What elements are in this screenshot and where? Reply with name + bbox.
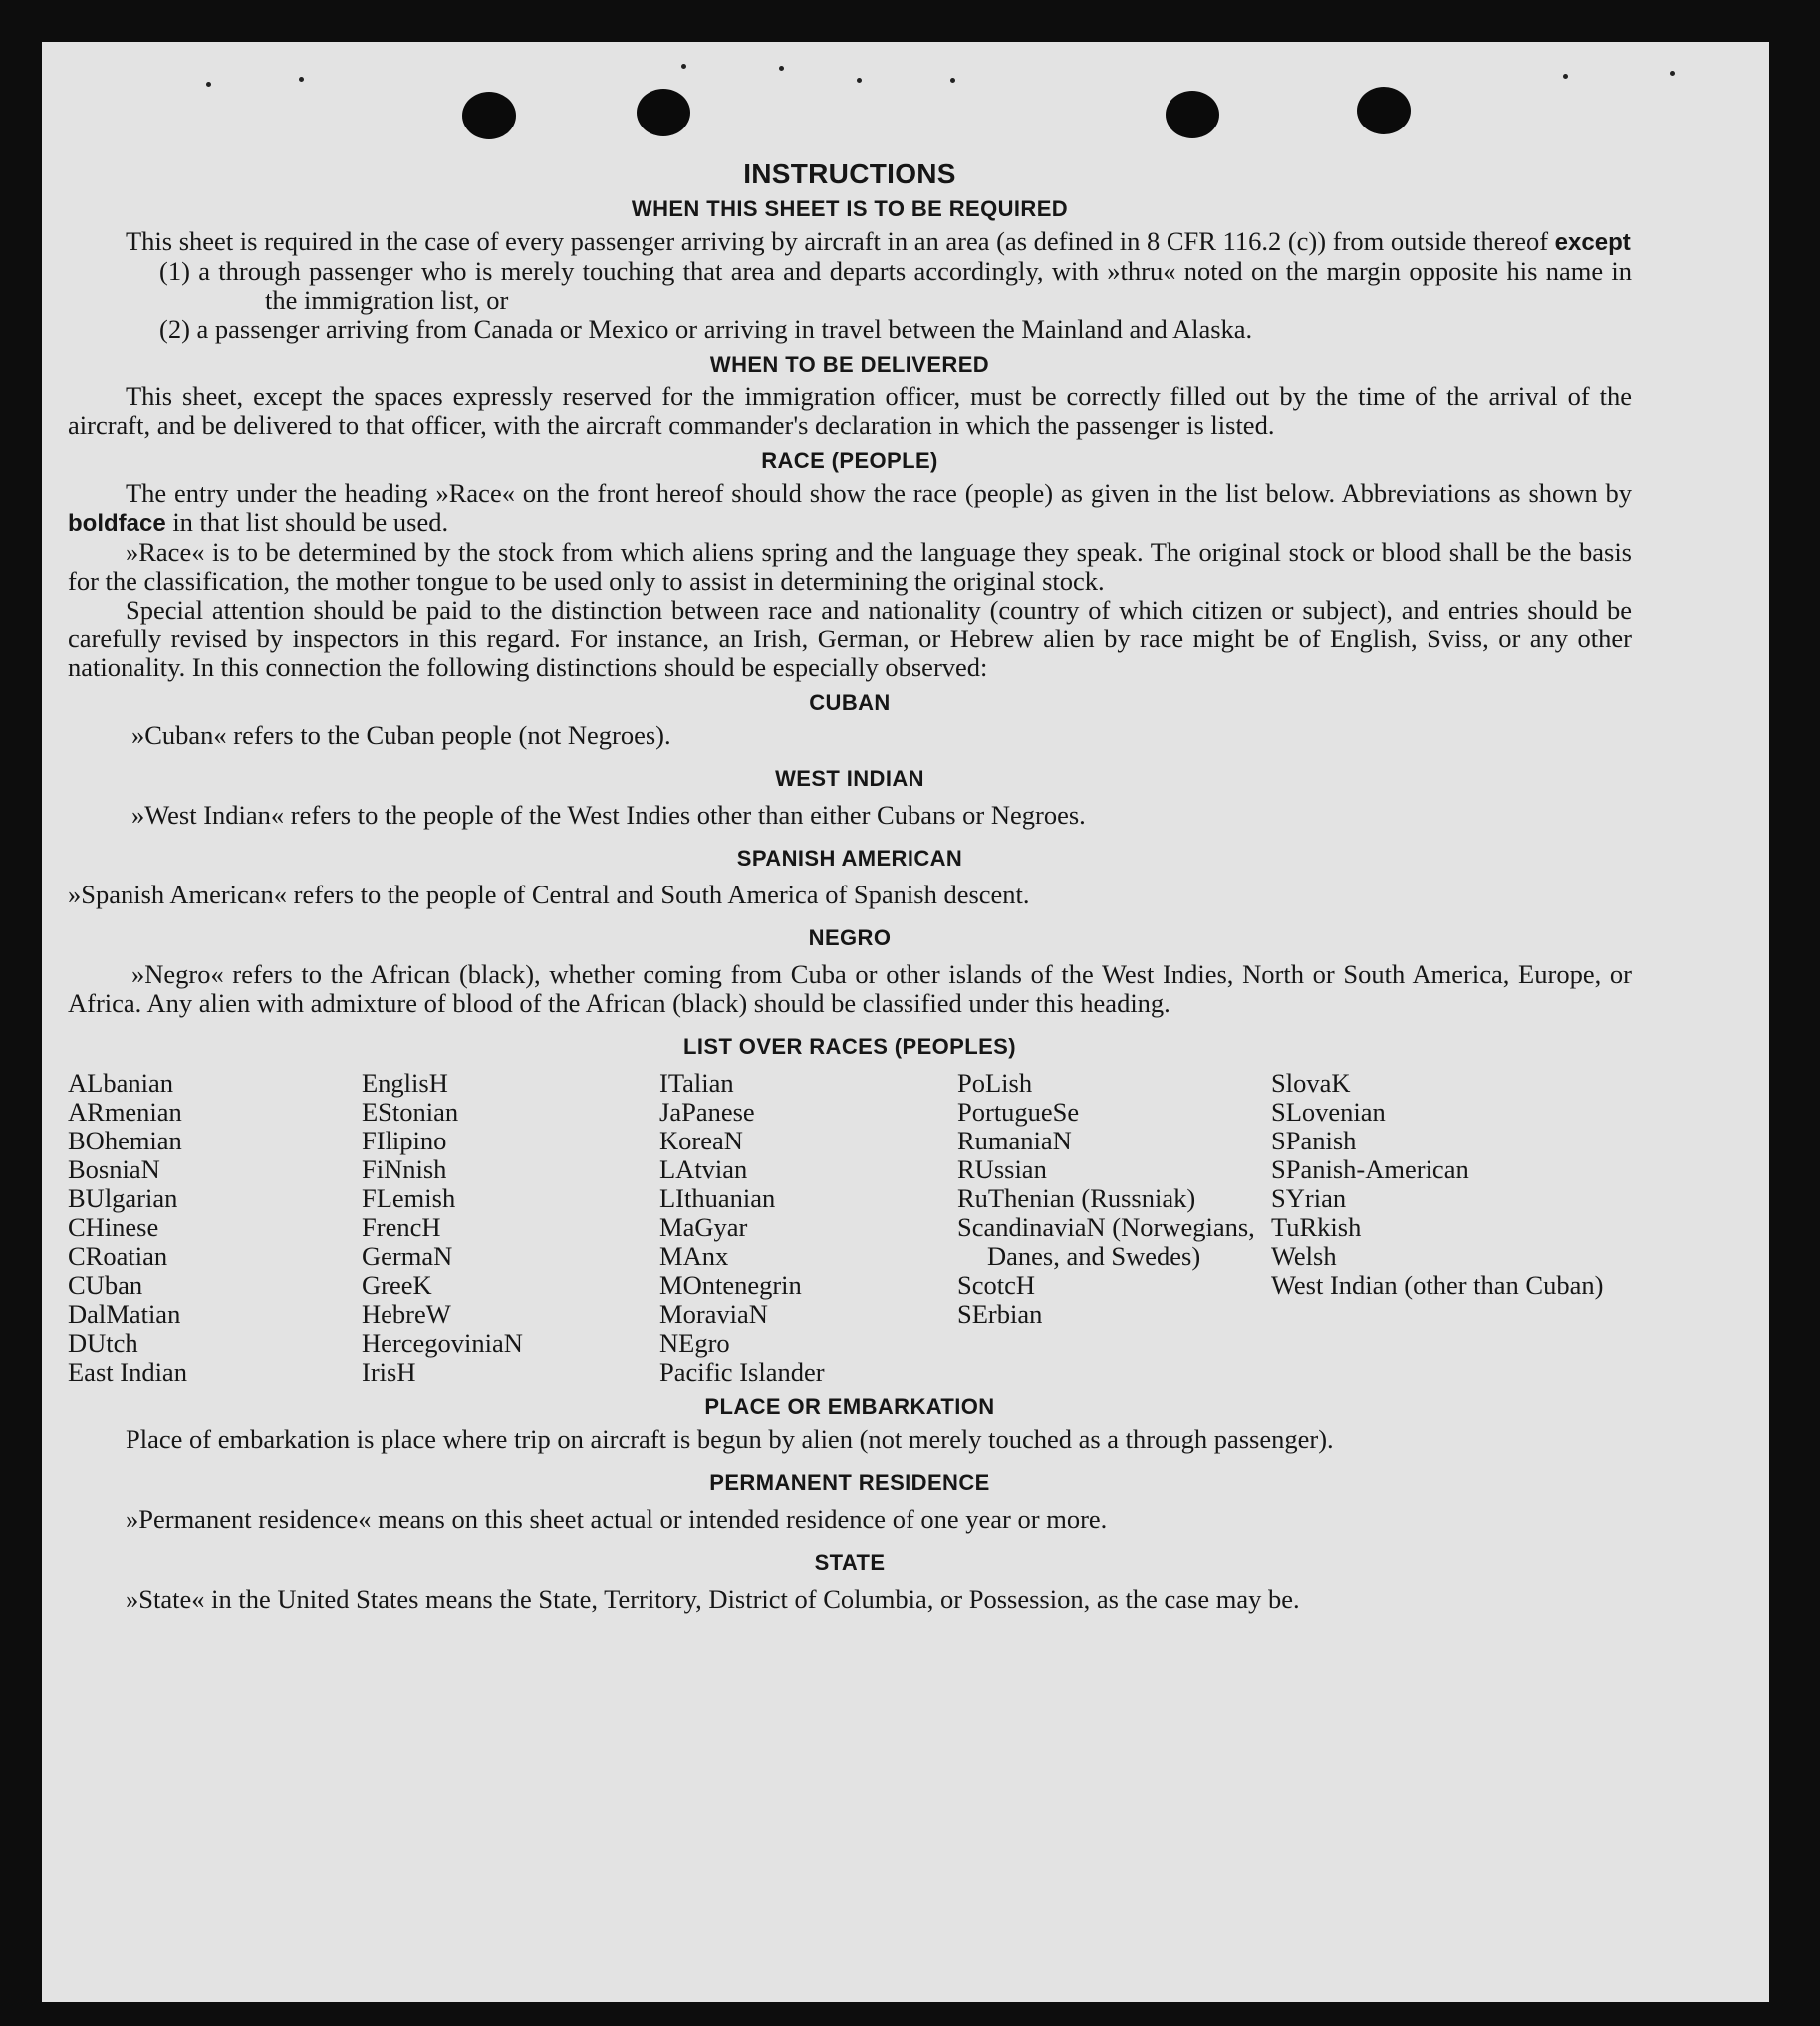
residence-text: »Permanent residence« means on this sheet actual or intended residence of one year or more.: [126, 1504, 1108, 1534]
speck: [681, 64, 686, 69]
negro-text: »Negro« refers to the African (black), whether coming from Cuba or other islands of the West Indies, North or South America, Europe, or Africa. Any alien with admixture of blood of the African (black) should be classified under this heading.: [68, 959, 1632, 1018]
required-item-2: (2) a passenger arriving from Canada or Mexico or arriving in travel between the Mainland and Alaska.: [159, 314, 1253, 344]
race-list-item: SErbian: [957, 1299, 1043, 1329]
speck: [1670, 71, 1675, 76]
race-list-item: MoraviaN: [659, 1299, 768, 1329]
heading-delivered: WHEN TO BE DELIVERED: [709, 352, 990, 377]
race-list-item: CHinese: [68, 1212, 159, 1242]
race-list-item: Pacific Islander: [659, 1357, 825, 1387]
race-list-item: MAnx: [659, 1241, 729, 1271]
punch-hole: [637, 89, 690, 136]
speck: [206, 82, 211, 87]
delivered-text: This sheet, except the spaces expressly reserved for the immigration officer, must be correctly filled out by the time of the arrival of the aircraft, and be delivered to that officer, with the aircraft commander's declaration in which the passenger is listed.: [68, 381, 1632, 440]
west-indian-text: »West Indian« refers to the people of the West Indies other than either Cubans or Negroes.: [131, 800, 1086, 830]
race-list-item: BOhemian: [68, 1126, 182, 1155]
heading-state: STATE: [814, 1550, 886, 1575]
heading-race: RACE (PEOPLE): [761, 448, 938, 473]
race-list-item: EnglisH: [362, 1068, 448, 1098]
race-list-item: FLemish: [362, 1183, 456, 1213]
race-list-item: PoLish: [957, 1068, 1033, 1098]
speck: [779, 66, 784, 71]
race-list-item: BosniaN: [68, 1154, 160, 1184]
embarkation-text: Place of embarkation is place where trip on aircraft is begun by alien (not merely touched as a through passenger).: [126, 1424, 1334, 1454]
race-list-item: SPanish: [1271, 1126, 1357, 1155]
race-list-item: IrisH: [362, 1357, 416, 1387]
race-list: [68, 1069, 1632, 1387]
race-list-item: East Indian: [68, 1357, 187, 1387]
race-list-item: RumaniaN: [957, 1126, 1072, 1155]
race-column-2: [362, 1069, 659, 1387]
race-paragraph-3: Special attention should be paid to the distinction between race and nationality (country of which citizen or subject), and entries should be carefully revised by inspectors in this regard. For instance, an Irish, German, or Hebrew alien by race might be of English, Sviss, or any other nationality. In this connection the following distinctions should be especially observed:: [68, 595, 1632, 682]
race-list-item: HebreW: [362, 1299, 451, 1329]
heading-cuban: CUBAN: [809, 690, 891, 715]
required-intro: This sheet is required in the case of every passenger arriving by aircraft in an area (as defined in 8 CFR 116.2 (c)) from outside thereof except: [126, 226, 1631, 256]
race-list-item: GreeK: [362, 1270, 432, 1300]
heading-race-list: LIST OVER RACES (PEOPLES): [683, 1034, 1016, 1059]
speck: [1563, 74, 1568, 79]
heading-negro: NEGRO: [808, 925, 892, 950]
race-column-4: [957, 1069, 1271, 1387]
race-column-1: [68, 1069, 362, 1387]
race-list-item: SLovenian: [1271, 1097, 1386, 1127]
race-list-item: JaPanese: [659, 1097, 755, 1127]
race-list-item: SPanish-American: [1271, 1154, 1469, 1184]
race-list-item: LAtvian: [659, 1154, 748, 1184]
race-list-item: DUtch: [68, 1328, 138, 1358]
race-column-3: [659, 1069, 957, 1387]
race-column-5: [1271, 1069, 1610, 1387]
race-list-item: DalMatian: [68, 1299, 181, 1329]
race-list-item: MOntenegrin: [659, 1270, 802, 1300]
race-list-item: PortugueSe: [957, 1097, 1080, 1127]
race-list-item: ScandinaviaN (Norwegians, Danes, and Swedes): [957, 1212, 1255, 1271]
race-list-item: ARmenian: [68, 1097, 182, 1127]
race-list-item: RuThenian (Russniak): [957, 1183, 1196, 1213]
race-list-item: FiNnish: [362, 1154, 447, 1184]
speck: [299, 77, 304, 82]
race-list-item: TuRkish: [1271, 1212, 1362, 1242]
race-list-item: RUssian: [957, 1154, 1047, 1184]
race-list-item: West Indian (other than Cuban): [1271, 1270, 1604, 1300]
speck: [857, 78, 862, 83]
race-paragraph-2: »Race« is to be determined by the stock from which aliens spring and the language they speak. The original stock or blood shall be the basis for the classification, the mother tongue to be used only to assist in determining the original stock.: [68, 537, 1632, 596]
race-list-item: HercegoviniaN: [362, 1328, 523, 1358]
heading-west-indian: WEST INDIAN: [775, 766, 924, 791]
page-title: INSTRUCTIONS: [743, 158, 956, 189]
race-list-item: NEgro: [659, 1328, 730, 1358]
race-paragraph-1: The entry under the heading »Race« on the front hereof should show the race (people) as given in the list below. Abbreviations as shown by boldface in that list should be used.: [68, 478, 1632, 537]
document-page: [42, 42, 1769, 2002]
race-list-item: KoreaN: [659, 1126, 743, 1155]
race-list-item: LIthuanian: [659, 1183, 776, 1213]
race-list-item: MaGyar: [659, 1212, 748, 1242]
race-list-item: Welsh: [1271, 1241, 1337, 1271]
punch-hole: [1357, 87, 1411, 134]
race-list-item: ITalian: [659, 1068, 734, 1098]
punch-hole: [462, 92, 516, 139]
race-list-item: FIlipino: [362, 1126, 447, 1155]
spanish-american-text: »Spanish American« refers to the people of Central and South America of Spanish descent.: [68, 880, 1030, 909]
punch-hole: [1166, 91, 1219, 138]
instructions-body: [68, 159, 1632, 1614]
race-list-item: SlovaK: [1271, 1068, 1351, 1098]
required-item-1: (1) a through passenger who is merely touching that area and departs accordingly, with »thru« noted on the margin opposite his name in the immigration list, or: [159, 256, 1632, 315]
race-list-item: CUban: [68, 1270, 143, 1300]
race-list-item: GermaN: [362, 1241, 453, 1271]
race-list-item: SYrian: [1271, 1183, 1347, 1213]
cuban-text: »Cuban« refers to the Cuban people (not Negroes).: [131, 720, 671, 750]
race-list-item: CRoatian: [68, 1241, 168, 1271]
race-list-item: EStonian: [362, 1097, 459, 1127]
race-list-item: ScotcH: [957, 1270, 1036, 1300]
heading-spanish-american: SPANISH AMERICAN: [736, 846, 963, 871]
heading-residence: PERMANENT RESIDENCE: [709, 1470, 990, 1495]
heading-embarkation: PLACE OR EMBARKATION: [704, 1394, 995, 1419]
race-list-item: ALbanian: [68, 1068, 173, 1098]
race-list-item: FrencH: [362, 1212, 441, 1242]
state-text: »State« in the United States means the State, Territory, District of Columbia, or Possession, as the case may be.: [126, 1584, 1300, 1614]
speck: [950, 78, 955, 83]
heading-required: WHEN THIS SHEET IS TO BE REQUIRED: [631, 196, 1069, 221]
race-list-item: BUlgarian: [68, 1183, 178, 1213]
